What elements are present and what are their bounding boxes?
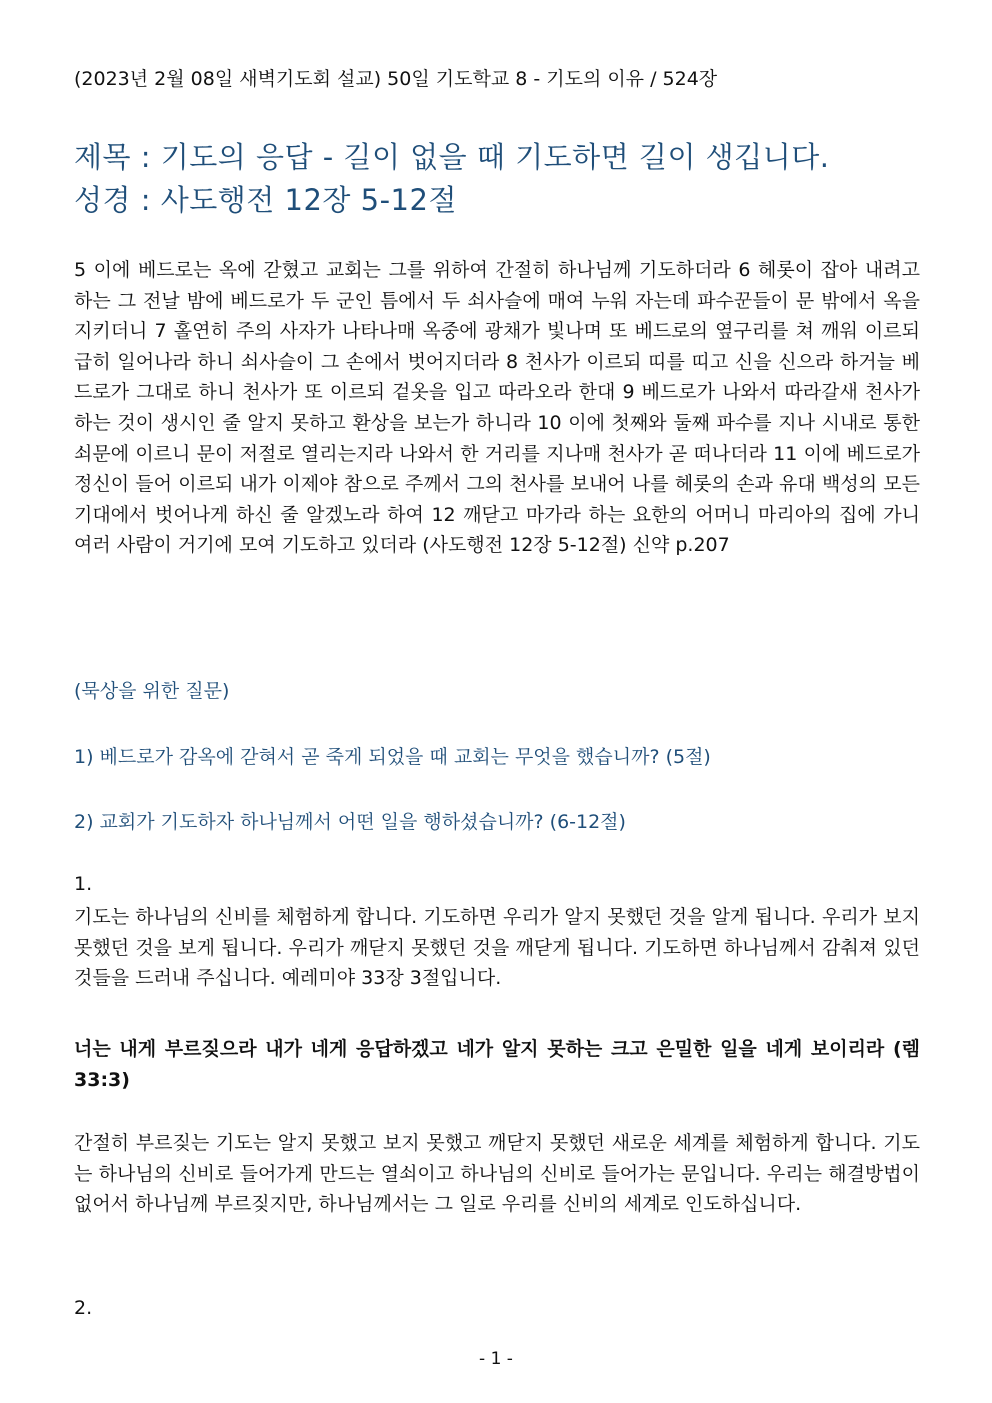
section-2-number: 2. bbox=[74, 1297, 93, 1319]
section-1-paragraph: 기도는 하나님의 신비를 체험하게 합니다. 기도하면 우리가 알지 못했던 것을 알게 됩니다. 우리가 보지 못했던 것을 보게 됩니다. 우리가 깨닫지 못했던 것을 깨닫게 됩니다. 기도하면 하나님께서 감춰져 있던 것들을 드러내 주십니다. 예레미야 33장 3절입니다. bbox=[74, 906, 920, 990]
sermon-header: (2023년 2월 08일 새벽기도회 설교) 50일 기도학교 8 - 기도의 이유 / 524장 bbox=[74, 68, 718, 90]
page-number: - 1 - bbox=[479, 1349, 513, 1369]
section-1-number: 1. bbox=[74, 873, 93, 895]
meditation-question-1: 1) 베드로가 감옥에 갇혀서 곧 죽게 되었을 때 교회는 무엇을 했습니까? (5절) bbox=[74, 746, 711, 768]
meditation-question-2: 2) 교회가 기도하자 하나님께서 어떤 일을 행하셨습니까? (6-12절) bbox=[74, 811, 626, 833]
section-1-paragraph-2: 간절히 부르짖는 기도는 알지 못했고 보지 못했고 깨닫지 못했던 새로운 세계를 체험하게 합니다. 기도는 하나님의 신비로 들어가게 만드는 열쇠이고 하나님의 신비로 들어가는 문입니다. 우리는 해결방법이 없어서 하나님께 부르짖지만, 하나님께서는 그 일로 우리를 신비의 세계로 인도하십니다. bbox=[74, 1132, 920, 1216]
scripture-reference: 성경 : 사도행전 12장 5-12절 bbox=[74, 183, 457, 217]
sermon-title: 제목 : 기도의 응답 - 길이 없을 때 기도하면 길이 생깁니다. bbox=[74, 140, 830, 174]
section-1-verse-quote: 너는 내게 부르짖으라 내가 네게 응답하겠고 네가 알지 못하는 크고 은밀한 일을 네게 보이리라 (렘 33:3) bbox=[74, 1038, 920, 1091]
scripture-text: 5 이에 베드로는 옥에 갇혔고 교회는 그를 위하여 간절히 하나님께 기도하더라 6 헤롯이 잡아 내려고 하는 그 전날 밤에 베드로가 두 군인 틈에서 두 쇠사슬에 매여 누워 자는데 파수꾼들이 문 밖에서 옥을 지키더니 7 홀연히 주의 사자가 나타나매 옥중에 광채가 빛나며 또 베드로의 옆구리를 쳐 깨워 이르되 급히 일어나라 하니 쇠사슬이 그 손에서 벗어지더라 8 천사가 이르되 띠를 띠고 신을 신으라 하거늘 베드로가 그대로 하니 천사가 또 이르되 겉옷을 입고 따라오라 한대 9 베드로가 나와서 따라갈새 천사가 하는 것이 생시인 줄 알지 못하고 환상을 보는가 하니라 10 이에 첫째와 둘째 파수를 지나 시내로 통한 쇠문에 이르니 문이 저절로 열리는지라 나와서 한 거리를 지나매 천사가 곧 떠나더라 11 이에 베드로가 정신이 들어 이르되 내가 이제야 참으로 주께서 그의 천사를 보내어 나를 헤롯의 손과 유대 백성의 모든 기대에서 벗어나게 하신 줄 알겠노라 하여 12 깨닫고 마가라 하는 요한의 어머니 마리아의 집에 가니 여러 사람이 거기에 모여 기도하고 있더라 (사도행전 12장 5-12절) 신약 p.207 bbox=[74, 259, 920, 557]
meditation-heading: (묵상을 위한 질문) bbox=[74, 680, 230, 702]
